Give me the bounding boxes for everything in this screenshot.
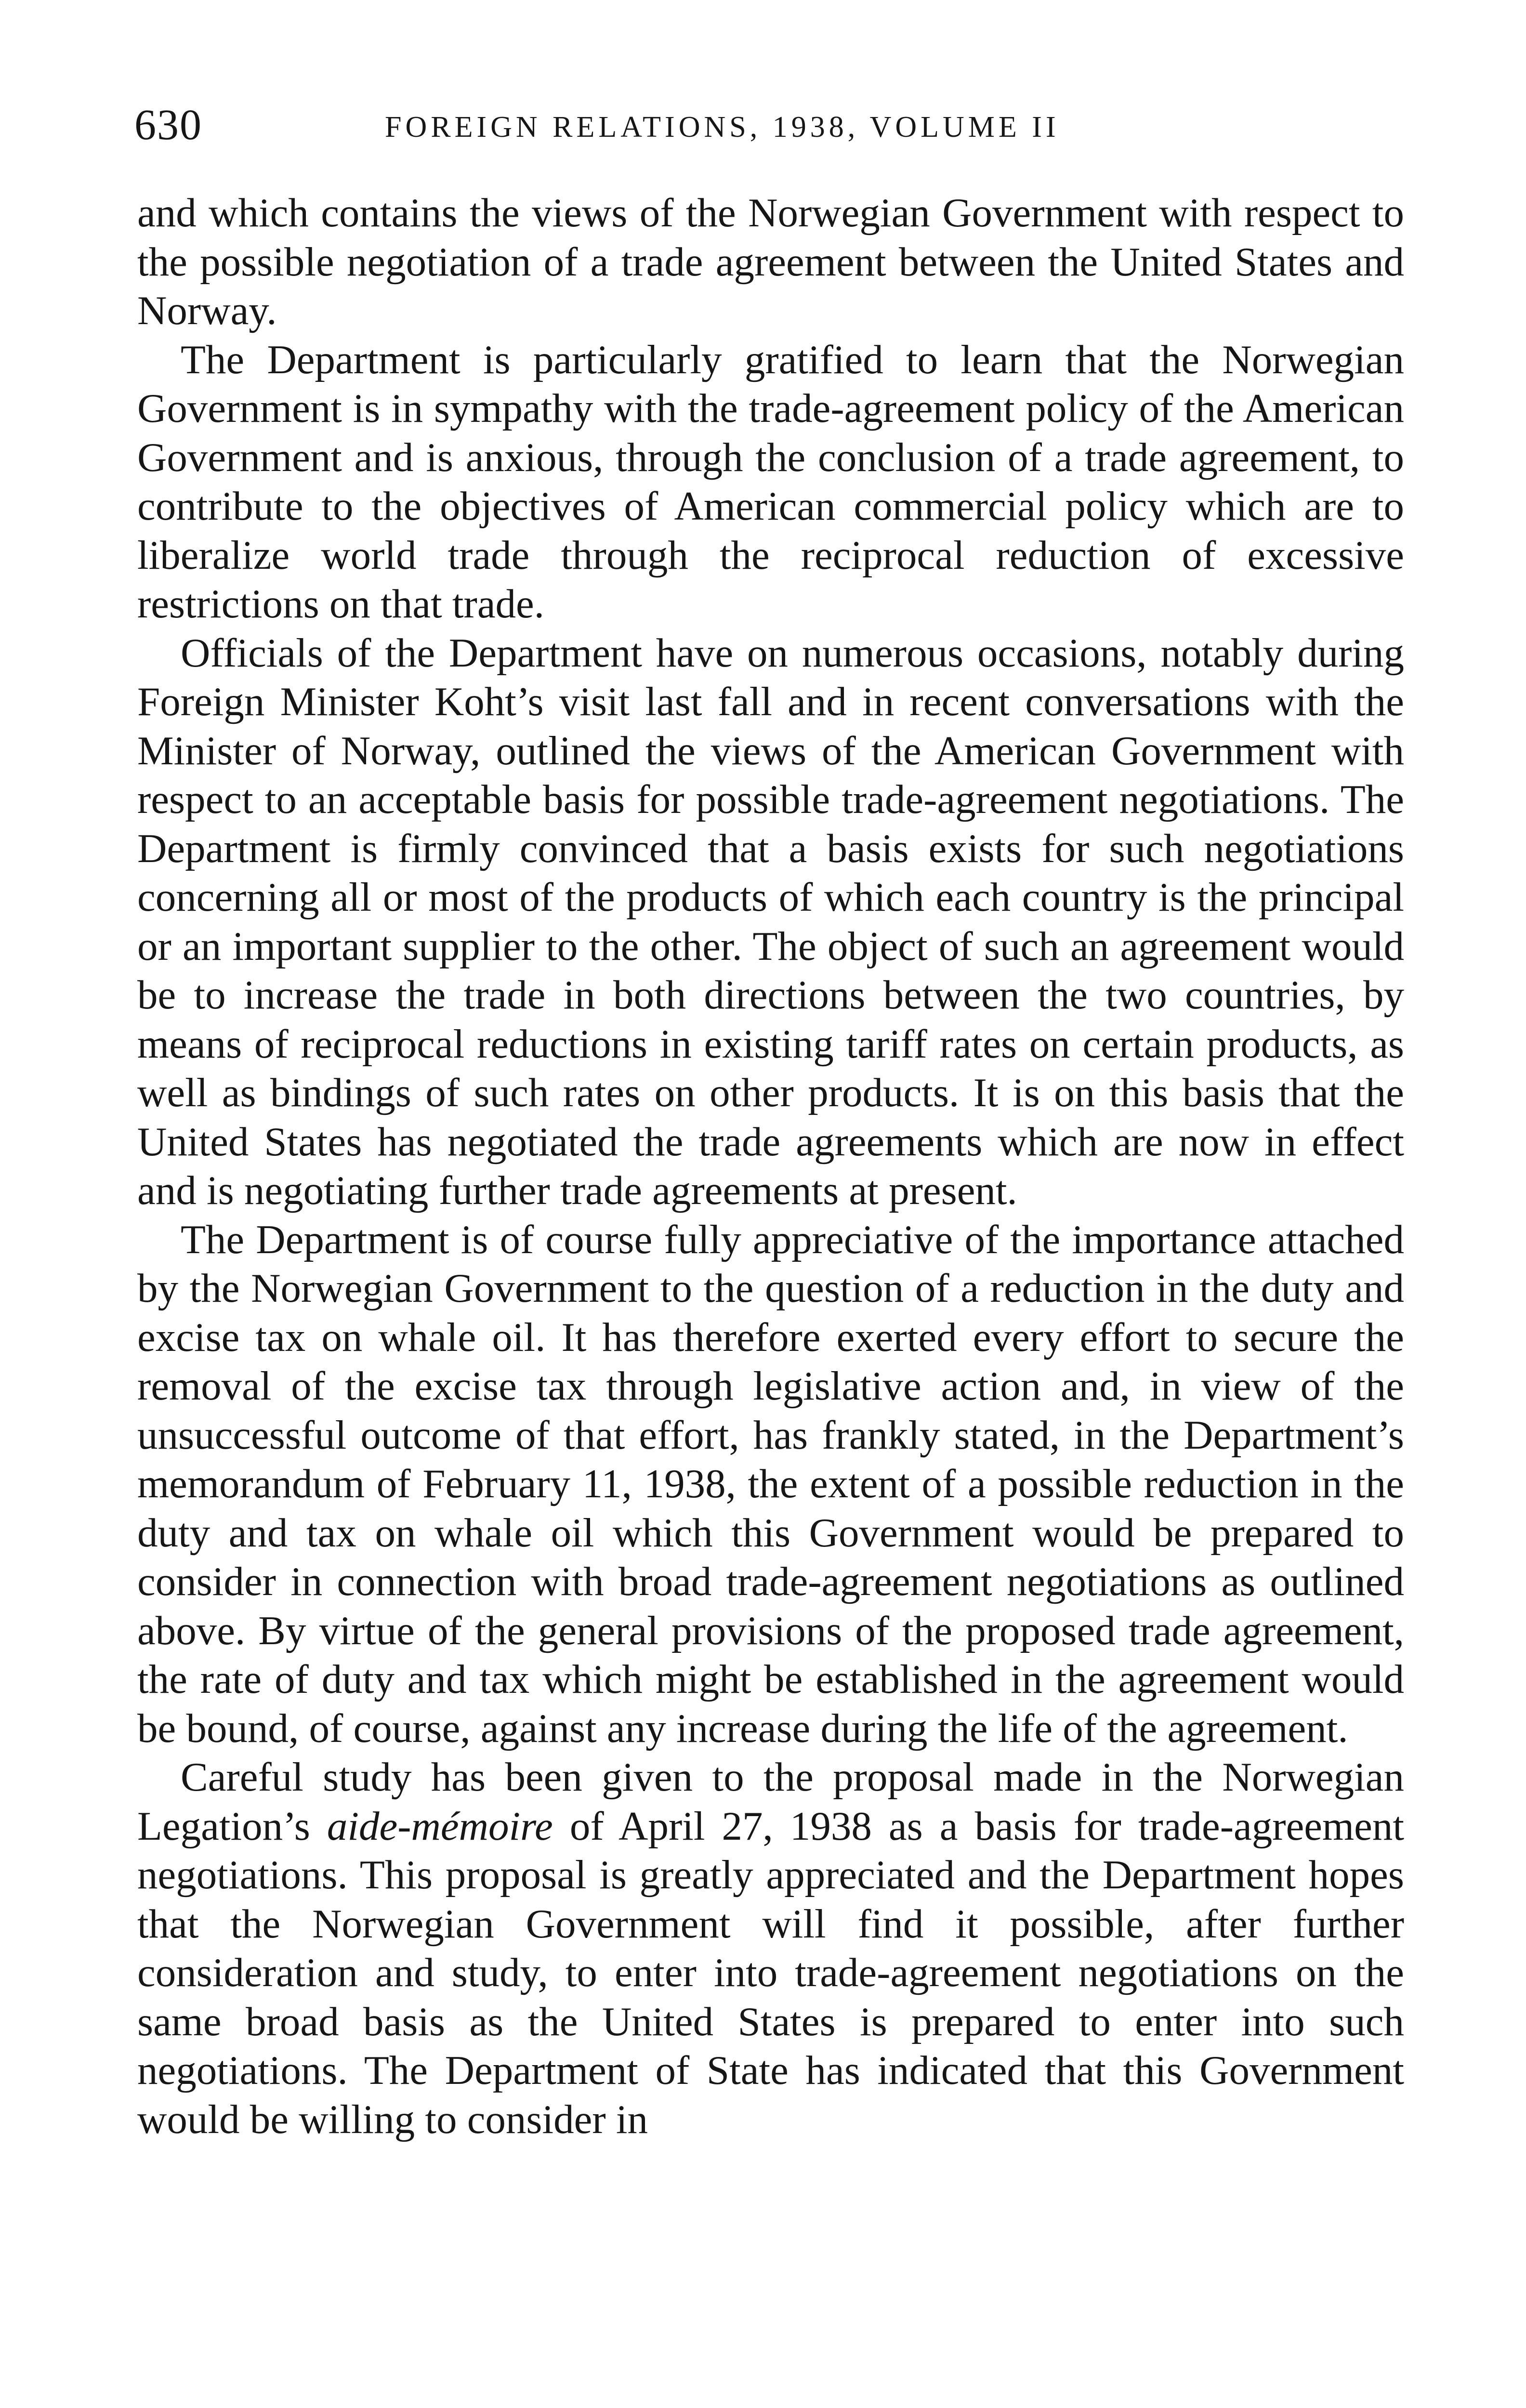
paragraph-text-before: Careful study has been given to the proposal made in the Norwegian Legation’s <box>137 1754 1404 1849</box>
body-text <box>137 189 1404 2144</box>
paragraph-gratified: The Department is particularly gratified to learn that the Norwegian Government is in sympathy with the trade-agreement policy of the American Government and is anxious, through the conclusion of a trade agreement, to contribute to the objectives of American commercial policy which are to liberalize world trade through the reciprocal reduction of excessive restrictions on that trade. <box>137 337 1404 627</box>
paragraph-continued: and which contains the views of the Norwegian Government with respect to the possible negotiation of a trade agreement between the United States and Norway. <box>137 190 1404 333</box>
page-number: 630 <box>134 101 202 149</box>
paragraph-careful-study <box>137 1753 1404 2144</box>
aide-memoire-term: aide-mémoire <box>327 1803 553 1849</box>
running-title: FOREIGN RELATIONS, 1938, VOLUME II <box>385 111 1060 144</box>
paragraph-whale-oil: The Department is of course fully appreciative of the importance attached by the Norwegian Government to the question of a reduction in the duty and excise tax on whale oil. It has therefore exerted every effort to secure the removal of the excise tax through legislative action and, in view of the unsuccessful outcome of that effort, has frankly stated, in the Department’s memorandum of February 11, 1938, the extent of a possible reduction in the duty and tax on whale oil which this Government would be prepared to consider in connection with broad trade-agreement negotiations as outlined above. By virtue of the general provisions of the proposed trade agreement, the rate of duty and tax which might be established in the agreement would be bound, of course, against any increase during the life of the agreement. <box>137 1217 1404 1751</box>
paragraph-officials: Officials of the Department have on numerous occasions, notably during Foreign Minister Koht’s visit last fall and in recent conversations with the Minister of Norway, outlined the views of the American Government with respect to an acceptable basis for possible trade-agreement negotiations. The Department is firmly convinced that a basis exists for such negotiations concerning all or most of the products of which each country is the principal or an important supplier to the other. The object of such an agreement would be to increase the trade in both directions between the two countries, by means of reciprocal reductions in existing tariff rates on certain products, as well as bindings of such rates on other products. It is on this basis that the United States has negotiated the trade agreements which are now in effect and is negotiating further trade agreements at present. <box>137 630 1404 1213</box>
paragraph-text-after: of April 27, 1938 as a basis for trade-agreement negotiations. This proposal is greatly appreciated and the Department hopes that the Norwegian Government will find it possible, after further consideration and study, to enter into trade-agreement negotiations on the same broad basis as the United States is prepared to enter into such negotiations. The Department of State has indicated that this Government would be willing to consider in <box>137 1803 1404 2142</box>
running-head <box>134 99 1406 152</box>
